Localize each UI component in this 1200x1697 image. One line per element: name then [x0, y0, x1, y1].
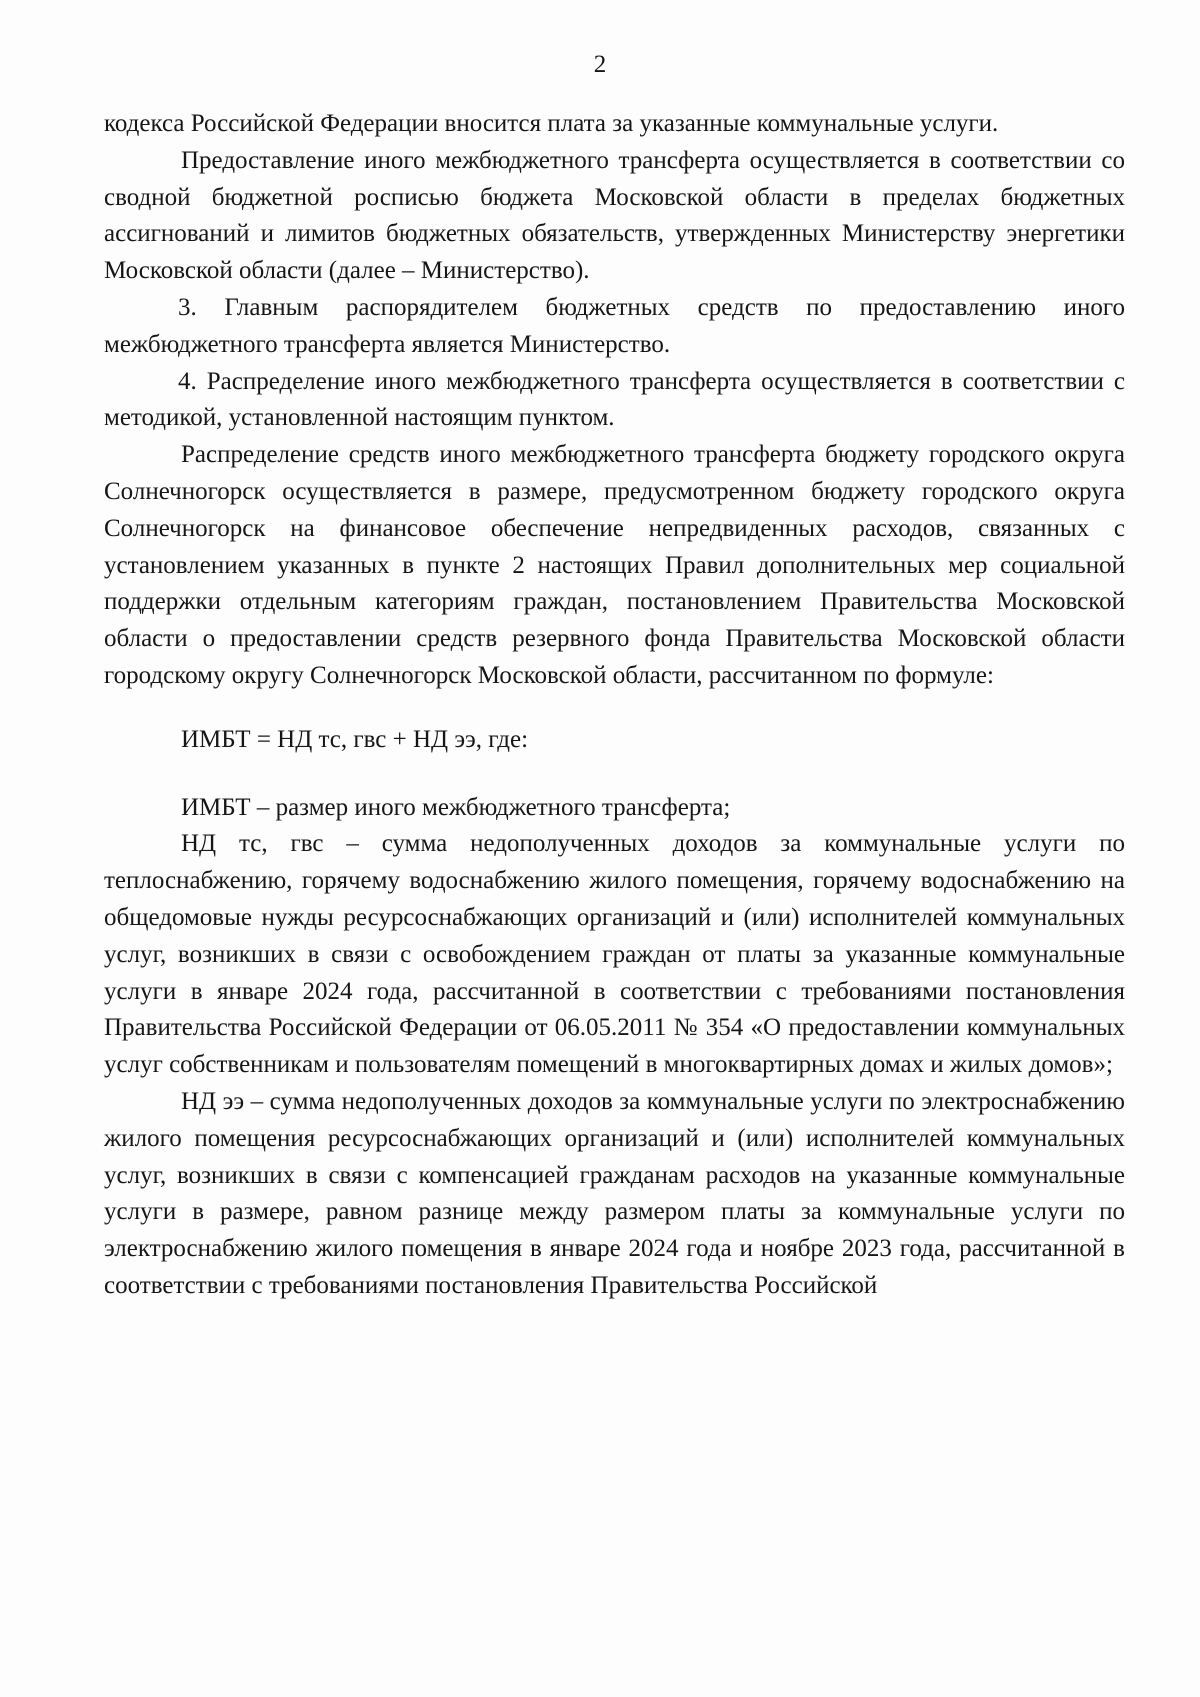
definition-imbt: ИМБТ – размер иного межбюджетного трансферта; — [181, 793, 731, 821]
definition-nd-ts-gvs: НД тс, гвс – сумма недополученных доходов за коммунальные услуги по теплоснабжению, горячему водоснабжению жилого помещения, горячему водоснабжению на общедомовые нужды ресурсоснабжающих организаций и (или) исполнителей коммунальных услуг, возникших в связи с освобождением граждан от платы за указанные коммунальные услуги в январе 2024 года, рассчитанной в соответствии с требованиями постановления Правительства Российской Федерации от 06.05.2011 № 354 «О предоставлении коммунальных услуг собственникам и пользователям помещений в многоквартирных домах и жилых домов»; — [104, 830, 1125, 1079]
page-number: 2 — [593, 51, 607, 78]
definition-nd-ee: НД ээ – сумма недополученных доходов за коммунальные услуги по электроснабжению жилого помещения ресурсоснабжающих организаций и (или) исполнителей коммунальных услуг, возникших в связи с компенсацией гражданам расходов на указанные коммунальные услуги в размере, равном разнице между размером платы за коммунальные услуги по электроснабжению жилого помещения в январе 2024 года и ноябре 2023 года, рассчитанной в соответствии с требованиями постановления Правительства Российской — [104, 1087, 1125, 1299]
paragraph-distribution-details: Распределение средств иного межбюджетного трансферта бюджету городского округа Солнечногорск осуществляется в размере, предусмотренном бюджету городского округа Солнечногорск на финансовое обеспечение непредвиденных расходов, связанных с установлением указанных в пункте 2 настоящих Правил дополнительных мер социальной поддержки отдельным категориям граждан, постановлением Правительства Московской области о предоставлении средств резервного фонда Правительства Московской области городскому округу Солнечногорск Московской области, рассчитанном по формуле: — [104, 441, 1125, 689]
document-body — [104, 106, 1125, 1305]
formula-line: ИМБТ = НД тс, гвс + НД ээ, где: — [181, 725, 529, 753]
paragraph-transfer-provision: Предоставление иного межбюджетного трансферта осуществляется в соответствии со сводной бюджетной росписью бюджета Московской области в пределах бюджетных ассигнований и лимитов бюджетных обязательств, утвержденных Министерству энергетики Московской области (далее – Министерство). — [104, 146, 1125, 285]
paragraph-payment-note: кодекса Российской Федерации вносится плата за указанные коммунальные услуги. — [104, 110, 999, 137]
paragraph-main-administrator: 3. Главным распорядителем бюджетных средств по предоставлению иного межбюджетного трансферта является Министерство. — [104, 293, 1125, 358]
paragraph-distribution-method: 4. Распределение иного межбюджетного трансферта осуществляется в соответствии с методикой, установленной настоящим пунктом. — [104, 367, 1125, 432]
